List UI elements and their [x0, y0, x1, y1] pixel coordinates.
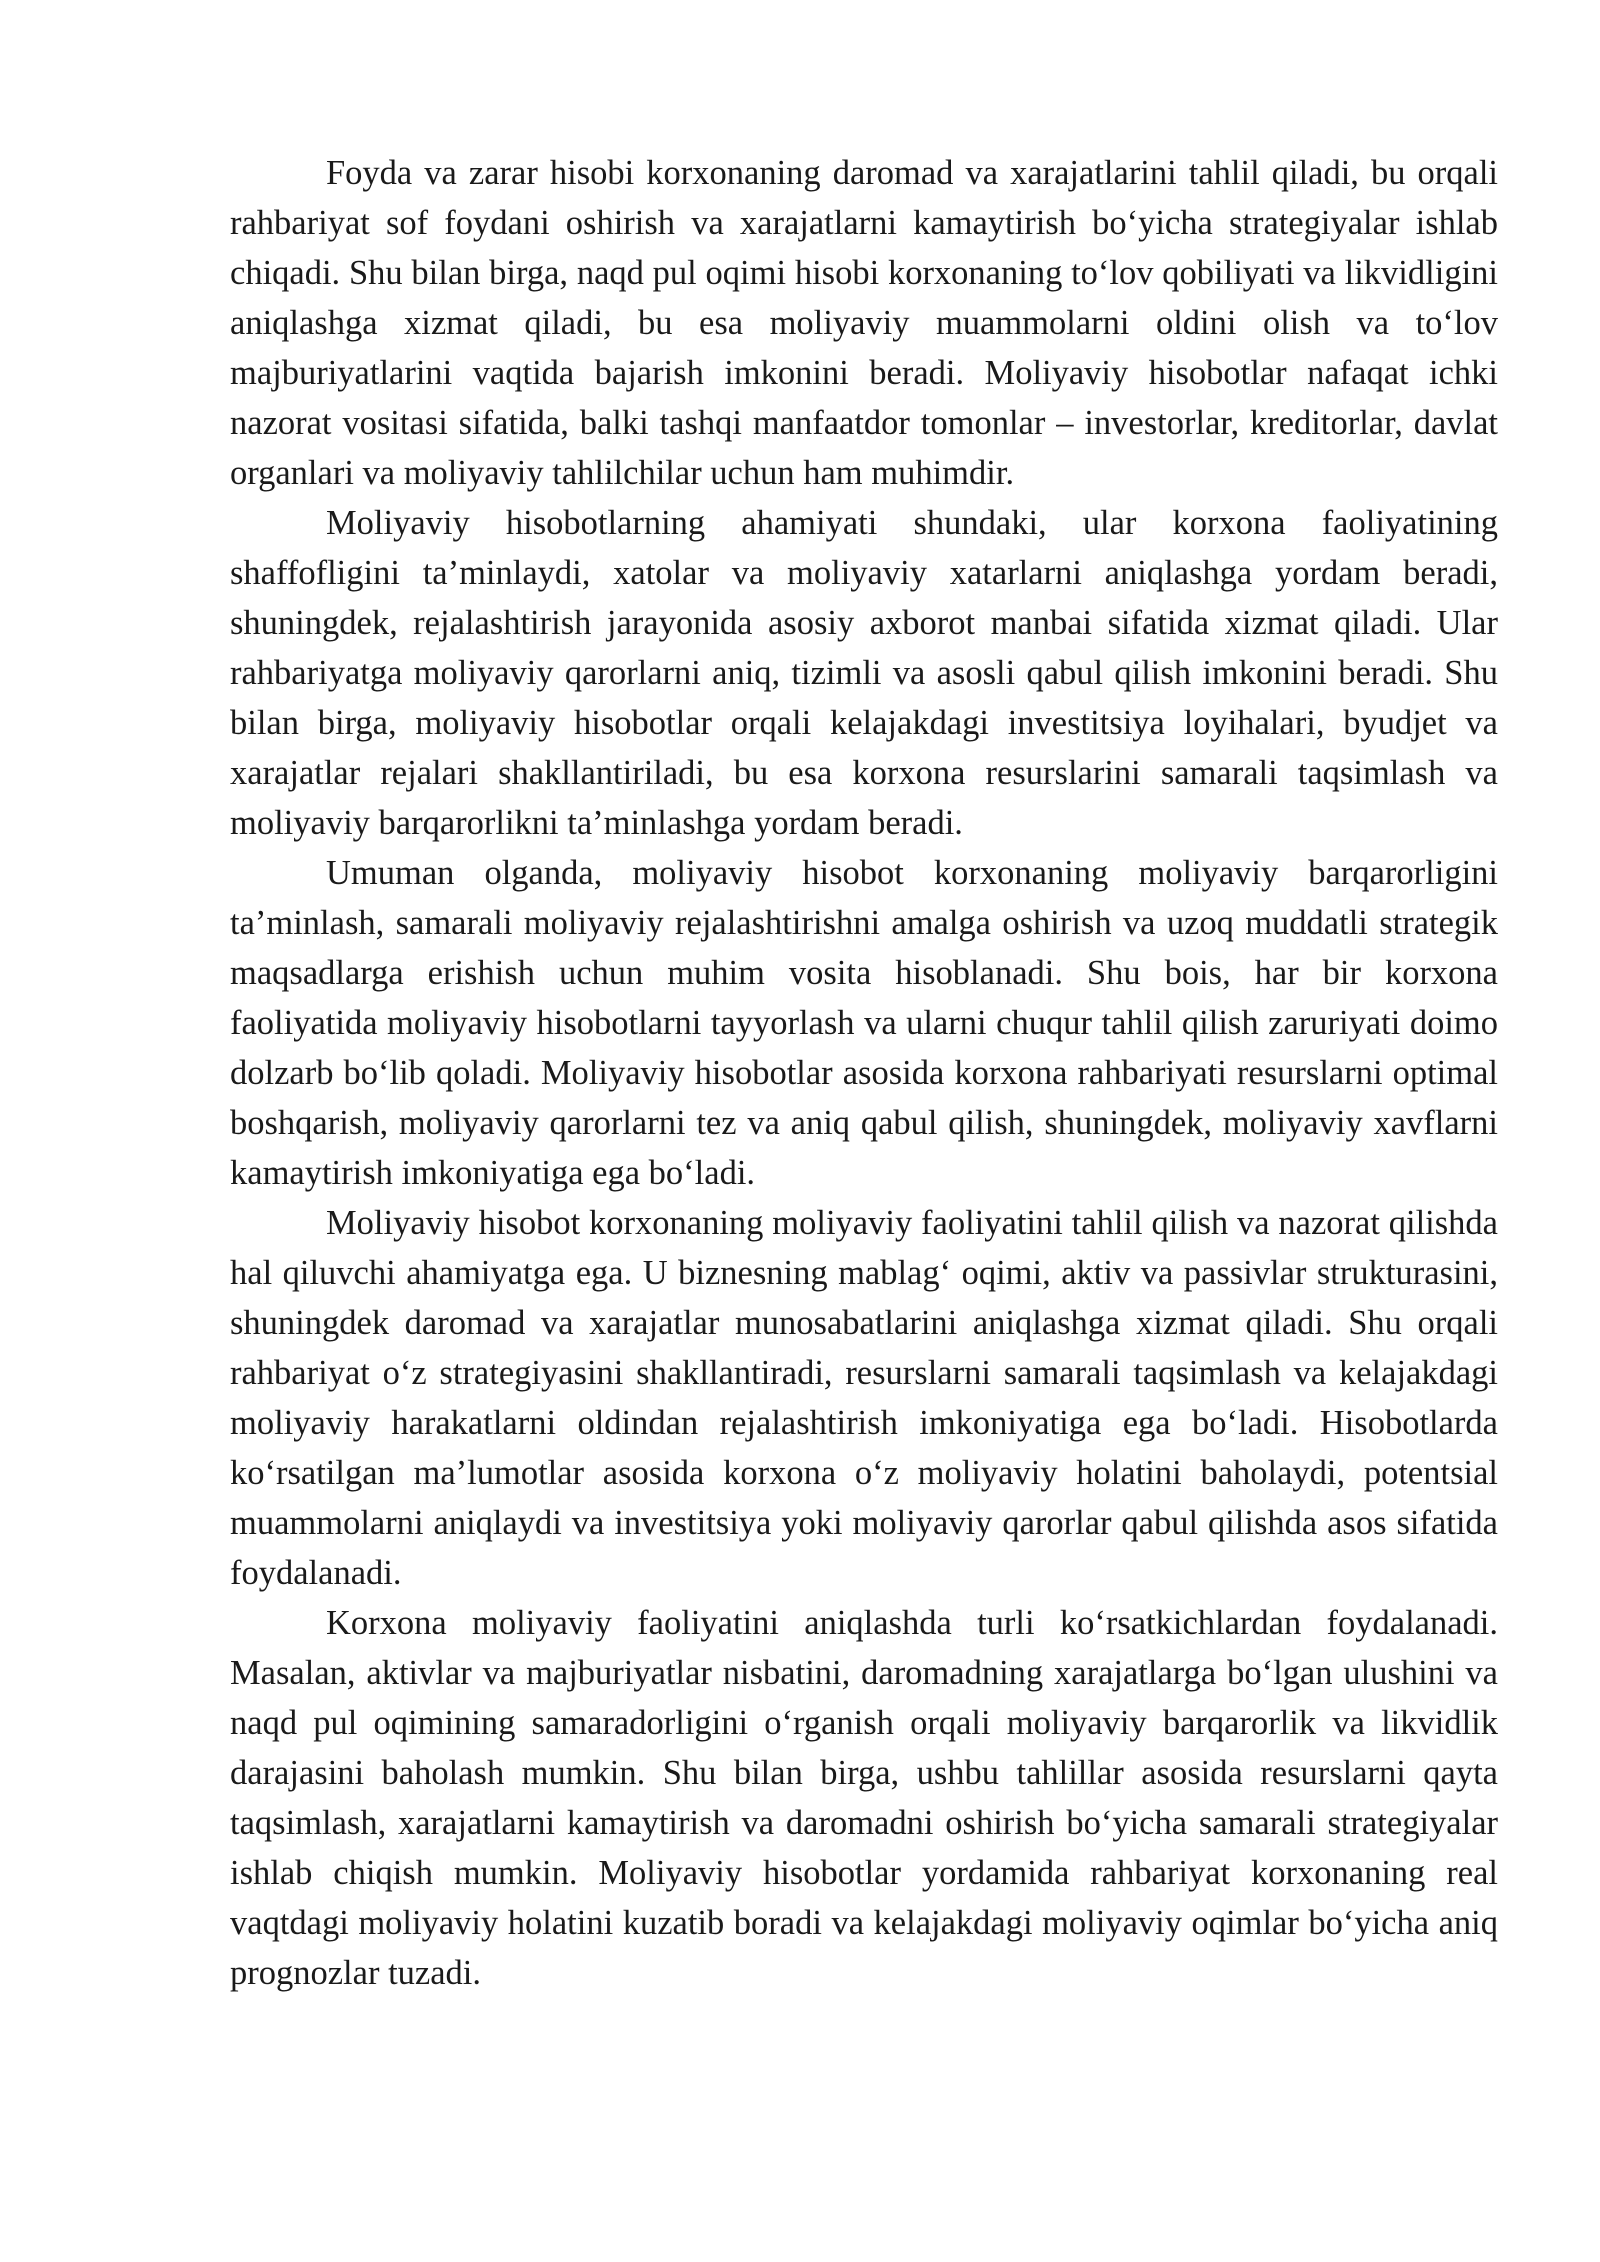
paragraph-5: Korxona moliyaviy faoliyatini aniqlashda turli ko‘rsatkichlardan foydalanadi. Masalan, aktivlar va majburiyatlar nisbatini, daromadning xarajatlarga bo‘lgan ulushini va naqd pul oqimining samaradorligini o‘rganish orqali moliyaviy barqarorlik va likvidlik darajasini baholash mumkin. Shu bilan birga, ushbu tahlillar asosida resurslarni qayta taqsimlash, xarajatlarni kamaytirish va daromadni oshirish bo‘yicha samarali strategiyalar ishlab chiqish mumkin. Moliyaviy hisobotlar yordamida rahbariyat korxonaning real vaqtdagi moliyaviy holatini kuzatib boradi va kelajakdagi moliyaviy oqimlar bo‘yicha aniq prognozlar tuzadi.	[230, 1604, 1498, 1992]
paragraph-3: Umuman olganda, moliyaviy hisobot korxonaning moliyaviy barqarorligini ta’minlash, samarali moliyaviy rejalashtirishni amalga oshirish va uzoq muddatli strategik maqsadlarga erishish uchun muhim vosita hisoblanadi. Shu bois, har bir korxona faoliyatida moliyaviy hisobotlarni tayyorlash va ularni chuqur tahlil qilish zaruriyati doimo dolzarb bo‘lib qoladi. Moliyaviy hisobotlar asosida korxona rahbariyati resurslarni optimal boshqarish, moliyaviy qarorlarni tez va aniq qabul qilish, shuningdek, moliyaviy xavflarni kamaytirish imkoniyatiga ega bo‘ladi.	[230, 854, 1498, 1192]
document-page	[230, 148, 1498, 1998]
paragraph-2: Moliyaviy hisobotlarning ahamiyati shundaki, ular korxona faoliyatining shaffofligini ta’minlaydi, xatolar va moliyaviy xatarlarni aniqlashga yordam beradi, shuningdek, rejalashtirish jarayonida asosiy axborot manbai sifatida xizmat qiladi. Ular rahbariyatga moliyaviy qarorlarni aniq, tizimli va asosli qabul qilish imkonini beradi. Shu bilan birga, moliyaviy hisobotlar orqali kelajakdagi investitsiya loyihalari, byudjet va xarajatlar rejalari shakllantiriladi, bu esa korxona resurslarini samarali taqsimlash va moliyaviy barqarorlikni ta’minlashga yordam beradi.	[230, 504, 1498, 842]
paragraph-1: Foyda va zarar hisobi korxonaning daromad va xarajatlarini tahlil qiladi, bu orqali rahbariyat sof foydani oshirish va xarajatlarni kamaytirish bo‘yicha strategiyalar ishlab chiqadi. Shu bilan birga, naqd pul oqimi hisobi korxonaning to‘lov qobiliyati va likvidligini aniqlashga xizmat qiladi, bu esa moliyaviy muammolarni oldini olish va to‘lov majburiyatlarini vaqtida bajarish imkonini beradi. Moliyaviy hisobotlar nafaqat ichki nazorat vositasi sifatida, balki tashqi manfaatdor tomonlar – investorlar, kreditorlar, davlat organlari va moliyaviy tahlilchilar uchun ham muhimdir.	[230, 154, 1498, 492]
paragraph-4: Moliyaviy hisobot korxonaning moliyaviy faoliyatini tahlil qilish va nazorat qilishda hal qiluvchi ahamiyatga ega. U biznesning mablag‘ oqimi, aktiv va passivlar strukturasini, shuningdek daromad va xarajatlar munosabatlarini aniqlashga xizmat qiladi. Shu orqali rahbariyat o‘z strategiyasini shakllantiradi, resurslarni samarali taqsimlash va kelajakdagi moliyaviy harakatlarni oldindan rejalashtirish imkoniyatiga ega bo‘ladi. Hisobotlarda ko‘rsatilgan ma’lumotlar asosida korxona o‘z moliyaviy holatini baholaydi, potentsial muammolarni aniqlaydi va investitsiya yoki moliyaviy qarorlar qabul qilishda asos sifatida foydalanadi.	[230, 1204, 1498, 1592]
